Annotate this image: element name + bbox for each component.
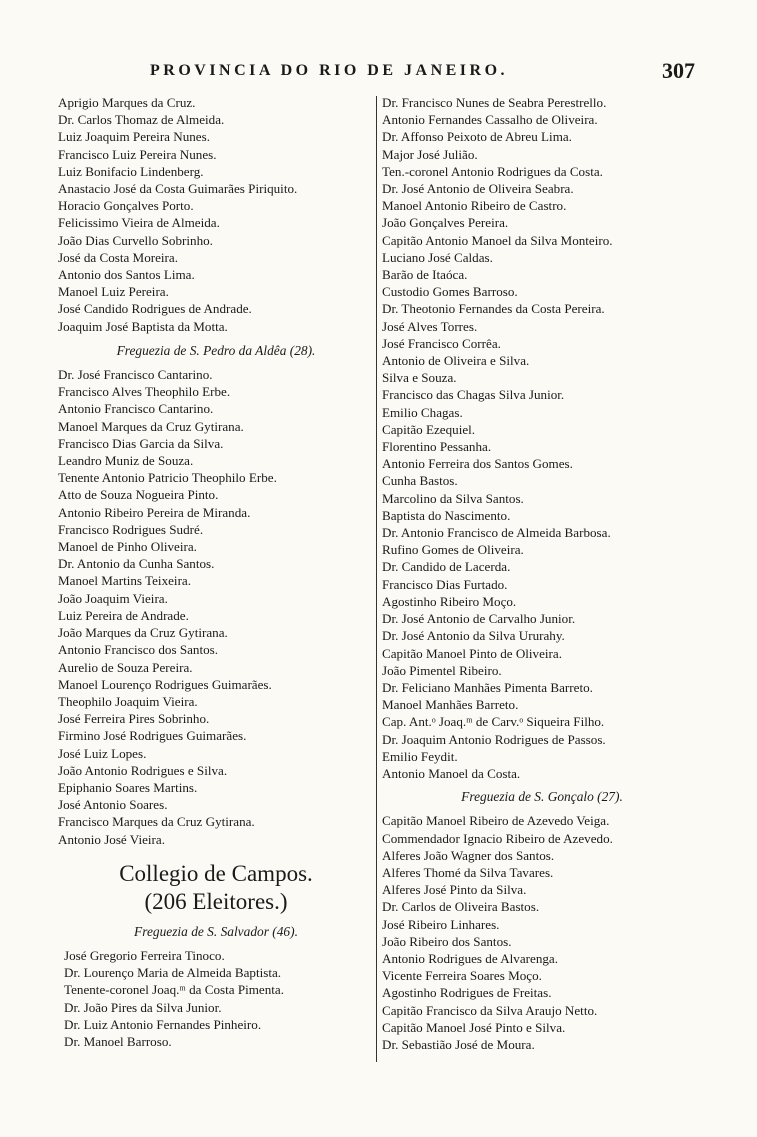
name-entry: Dr. Joaquim Antonio Rodrigues de Passos. xyxy=(382,731,606,747)
name-entry: Alferes José Pinto da Silva. xyxy=(382,882,527,898)
name-entry: Ten.-coronel Antonio Rodrigues da Costa. xyxy=(382,163,603,179)
right-column xyxy=(382,94,702,1053)
name-entry: Capitão Ezequiel. xyxy=(382,421,476,437)
name-entry: Dr. Francisco Nunes de Seabra Perestrello. xyxy=(382,95,607,110)
left-name-list-1 xyxy=(58,94,374,335)
name-entry: Cap. Ant.ᵒ Joaq.ᵐ de Carv.ᵒ Siqueira Filho. xyxy=(382,714,605,730)
name-entry: Joaquim José Baptista da Motta. xyxy=(58,318,228,334)
name-entry: Dr. Lourenço Maria de Almeida Baptista. xyxy=(64,965,282,981)
name-entry: Dr. José Francisco Cantarino. xyxy=(58,367,213,383)
name-entry: Luiz Bonifacio Lindenberg. xyxy=(58,163,204,179)
name-entry: Francisco Marques da Cruz Gytirana. xyxy=(58,814,255,830)
name-entry: Capitão Manoel Ribeiro de Azevedo Veiga. xyxy=(382,813,610,829)
name-entry: Antonio de Oliveira e Silva. xyxy=(382,353,530,369)
name-entry: Vicente Ferreira Soares Moço. xyxy=(382,968,542,984)
name-entry: João Marques da Cruz Gytirana. xyxy=(58,625,228,641)
name-entry: Cunha Bastos. xyxy=(382,473,458,489)
name-entry: Manoel Marques da Cruz Gytirana. xyxy=(58,418,244,434)
name-entry: Francisco Dias Furtado. xyxy=(382,576,508,592)
page-number: 307 xyxy=(662,58,695,83)
name-entry: Custodio Gomes Barroso. xyxy=(382,284,518,300)
name-entry: Dr. José Antonio de Oliveira Seabra. xyxy=(382,181,574,197)
name-entry: José Gregorio Ferreira Tinoco. xyxy=(64,947,225,963)
name-entry: Emilio Chagas. xyxy=(382,404,463,420)
section-heading-sao-goncalo: Freguezia de S. Gonçalo (27). xyxy=(461,789,623,805)
name-entry: Silva e Souza. xyxy=(382,370,457,386)
name-entry: Luiz Pereira de Andrade. xyxy=(58,607,189,623)
name-entry: Dr. Theotonio Fernandes da Costa Pereira. xyxy=(382,301,605,317)
running-title: PROVINCIA DO RIO DE JANEIRO. xyxy=(150,62,509,79)
name-entry: Manoel Manhães Barreto. xyxy=(382,697,519,713)
name-entry: Dr. José Antonio de Carvalho Junior. xyxy=(382,611,576,627)
name-entry: Luciano José Caldas. xyxy=(382,249,493,265)
name-entry: Dr. Candido de Lacerda. xyxy=(382,559,511,575)
page-header xyxy=(60,58,695,86)
name-entry: Manoel Luiz Pereira. xyxy=(58,284,169,300)
name-entry: Manoel Martins Teixeira. xyxy=(58,573,192,589)
name-entry: Manoel Lourenço Rodrigues Guimarães. xyxy=(58,676,272,692)
name-entry: Antonio dos Santos Lima. xyxy=(58,267,195,283)
name-entry: Barão de Itaóca. xyxy=(382,267,468,283)
name-entry: José Candido Rodrigues de Andrade. xyxy=(58,301,252,317)
name-entry: Dr. Carlos Thomaz de Almeida. xyxy=(58,112,225,128)
left-name-list-3 xyxy=(58,947,374,1050)
name-entry: Emilio Feydit. xyxy=(382,748,458,764)
name-entry: Manoel de Pinho Oliveira. xyxy=(58,539,197,555)
name-entry: Antonio Francisco Cantarino. xyxy=(58,401,214,417)
name-entry: João Gonçalves Pereira. xyxy=(382,215,509,231)
name-entry: Dr. João Pires da Silva Junior. xyxy=(64,999,222,1015)
name-entry: José Ribeiro Linhares. xyxy=(382,916,500,932)
left-column xyxy=(58,94,374,1050)
name-entry: José Luiz Lopes. xyxy=(58,745,147,761)
name-entry: Marcolino da Silva Santos. xyxy=(382,490,524,506)
name-entry: Aprigio Marques da Cruz. xyxy=(58,95,196,110)
name-entry: José da Costa Moreira. xyxy=(58,249,178,265)
name-entry: Capitão Francisco da Silva Araujo Netto. xyxy=(382,1002,598,1018)
name-entry: Tenente-coronel Joaq.ᵐ da Costa Pimenta. xyxy=(64,982,285,998)
name-entry: Antonio Manoel da Costa. xyxy=(382,765,521,781)
name-entry: Luiz Joaquim Pereira Nunes. xyxy=(58,129,210,145)
name-entry: Dr. Affonso Peixoto de Abreu Lima. xyxy=(382,129,572,145)
name-entry: João Joaquim Vieira. xyxy=(58,590,168,606)
column-divider xyxy=(376,96,377,1062)
name-entry: Aurelio de Souza Pereira. xyxy=(58,659,193,675)
name-entry: Dr. Luiz Antonio Fernandes Pinheiro. xyxy=(64,1016,262,1032)
name-entry: Manoel Antonio Ribeiro de Castro. xyxy=(382,198,567,214)
name-entry: Francisco Luiz Pereira Nunes. xyxy=(58,146,217,162)
section-heading-sao-pedro: Freguezia de S. Pedro da Aldêa (28). xyxy=(116,342,316,358)
name-entry: Dr. Antonio Francisco de Almeida Barbosa. xyxy=(382,525,611,541)
name-entry: Capitão Manoel José Pinto e Silva. xyxy=(382,1019,566,1035)
name-entry: João Ribeiro dos Santos. xyxy=(382,933,512,949)
name-entry: Antonio Rodrigues de Alvarenga. xyxy=(382,950,559,966)
name-entry: Dr. Feliciano Manhães Pimenta Barreto. xyxy=(382,679,593,695)
name-entry: Capitão Antonio Manoel da Silva Monteiro. xyxy=(382,232,613,248)
name-entry: Dr. José Antonio da Silva Ururahy. xyxy=(382,628,565,644)
section-heading-sao-salvador: Freguezia de S. Salvador (46). xyxy=(134,923,298,939)
name-entry: José Ferreira Pires Sobrinho. xyxy=(58,711,210,727)
name-entry: Firmino José Rodrigues Guimarães. xyxy=(58,728,247,744)
name-entry: Dr. Sebastião José de Moura. xyxy=(382,1036,535,1052)
name-entry: Alferes João Wagner dos Santos. xyxy=(382,847,555,863)
name-entry: Commendador Ignacio Ribeiro de Azevedo. xyxy=(382,830,613,846)
name-entry: Baptista do Nascimento. xyxy=(382,507,511,523)
name-entry: Anastacio José da Costa Guimarães Piriquito. xyxy=(58,181,298,197)
name-entry: José Antonio Soares. xyxy=(58,797,168,813)
name-entry: Atto de Souza Nogueira Pinto. xyxy=(58,487,219,503)
name-entry: Alferes Thomé da Silva Tavares. xyxy=(382,864,554,880)
name-entry: Francisco Dias Garcia da Silva. xyxy=(58,435,224,451)
name-entry: Antonio Francisco dos Santos. xyxy=(58,642,219,658)
name-entry: Leandro Muniz de Souza. xyxy=(58,453,194,469)
name-entry: Horacio Gonçalves Porto. xyxy=(58,198,194,214)
name-entry: Florentino Pessanha. xyxy=(382,439,492,455)
name-entry: Antonio Ribeiro Pereira de Miranda. xyxy=(58,504,251,520)
right-name-list-1 xyxy=(382,94,702,782)
name-entry: José Alves Torres. xyxy=(382,318,478,334)
name-entry: Antonio Fernandes Cassalho de Oliveira. xyxy=(382,112,598,128)
name-entry: Francisco Alves Theophilo Erbe. xyxy=(58,384,231,400)
name-entry: Francisco Rodrigues Sudré. xyxy=(58,521,204,537)
name-entry: Rufino Gomes de Oliveira. xyxy=(382,542,524,558)
name-entry: Dr. Carlos de Oliveira Bastos. xyxy=(382,899,540,915)
name-entry: Dr. Manoel Barroso. xyxy=(64,1033,172,1049)
name-entry: Francisco das Chagas Silva Junior. xyxy=(382,387,565,403)
name-entry: João Antonio Rodrigues e Silva. xyxy=(58,762,228,778)
name-entry: Tenente Antonio Patricio Theophilo Erbe. xyxy=(58,470,277,486)
name-entry: Epiphanio Soares Martins. xyxy=(58,779,198,795)
name-entry: José Francisco Corrêa. xyxy=(382,335,501,351)
name-entry: João Dias Curvello Sobrinho. xyxy=(58,232,213,248)
name-entry: Antonio Ferreira dos Santos Gomes. xyxy=(382,456,573,472)
right-name-list-2 xyxy=(382,812,702,1053)
name-entry: Theophilo Joaquim Vieira. xyxy=(58,693,198,709)
name-entry: Dr. Antonio da Cunha Santos. xyxy=(58,556,215,572)
college-title: Collegio de Campos. xyxy=(119,860,313,886)
name-entry: Major José Julião. xyxy=(382,146,478,162)
name-entry: João Pimentel Ribeiro. xyxy=(382,662,502,678)
name-entry: Antonio José Vieira. xyxy=(58,831,165,847)
name-entry: Agostinho Ribeiro Moço. xyxy=(382,593,517,609)
left-name-list-2 xyxy=(58,366,374,848)
name-entry: Capitão Manoel Pinto de Oliveira. xyxy=(382,645,563,661)
name-entry: Felicissimo Vieira de Almeida. xyxy=(58,215,220,231)
college-subtitle: (206 Eleitores.) xyxy=(144,888,288,914)
name-entry: Agostinho Rodrigues de Freitas. xyxy=(382,985,552,1001)
